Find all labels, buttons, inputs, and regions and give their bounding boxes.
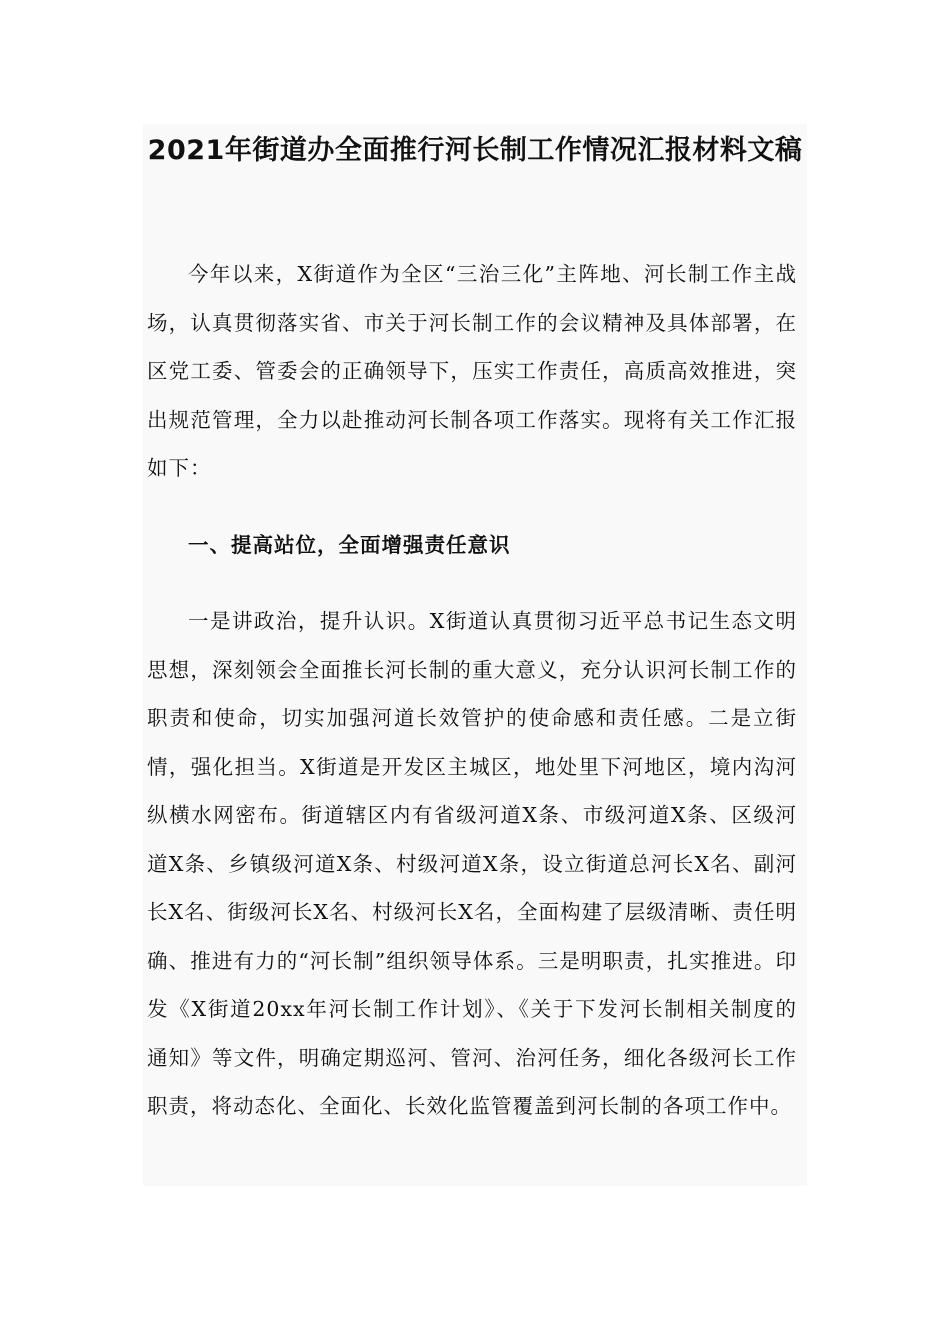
intro-paragraph: 今年以来，X街道作为全区“三治三化”主阵地、河长制工作主战场，认真贯彻落实省、市关于河长制工作的会议精神及具体部署，在区党工委、管委会的正确领导下，压实工作责任，高质高效推进，突出规范管理，全力以赴推动河长制各项工作落实。现将有关工作汇报如下： [147,262,797,480]
section-paragraph: 一是讲政治，提升认识。X街道认真贯彻习近平总书记生态文明思想，深刻领会全面推长河长制的重大意义，充分认识河长制工作的职责和使命，切实加强河道长效管护的使命感和责任感。二是立街情，强化担当。X街道是开发区主城区，地处里下河地区，境内沟河纵横水网密布。街道辖区内有省级河道X条、市级河道X条、区级河道X条、乡镇级河道X条、村级河道X条，设立街道总河长X名、副河长X名、街级河长X名、村级河长X名，全面构建了层级清晰、责任明确、推进有力的“河长制”组织领导体系。三是明职责，扎实推进。印发《X街道20xx年河长制工作计划》、《关于下发河长制相关制度的通知》等文件，明确定期巡河、管河、治河任务，细化各级河长工作职责，将动态化、全面化、长效化监管覆盖到河长制的各项工作中。 [147,609,797,1118]
section-heading: 一、提高站位，全面增强责任意识 [188,532,511,557]
document-title: 2021年街道办全面推行河长制工作情况汇报材料文稿 [147,135,803,166]
document-body [147,250,797,1131]
